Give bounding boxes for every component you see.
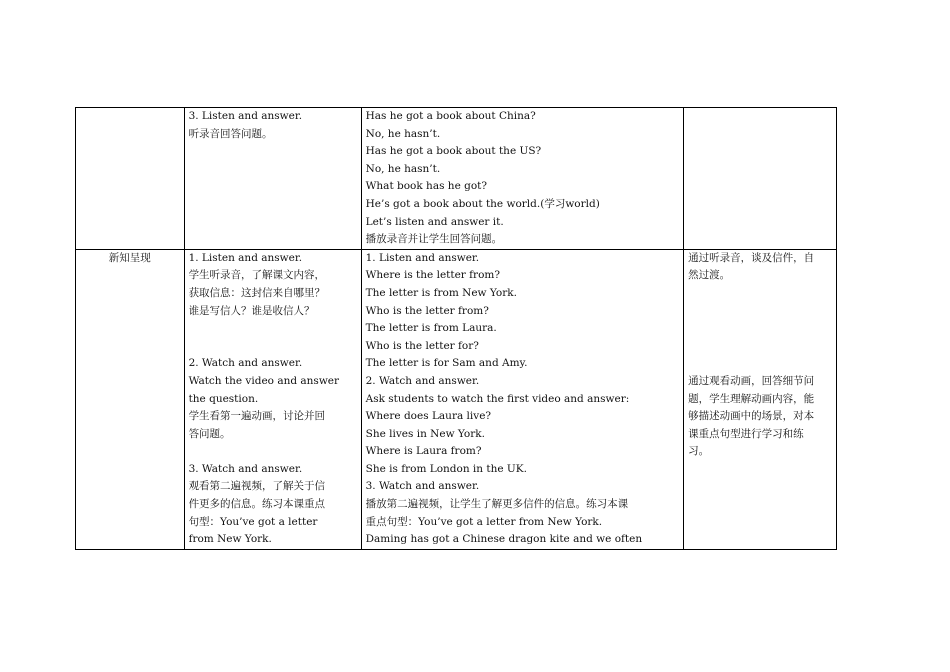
activity-line: 谁是写信人？谁是收信人？ <box>188 304 315 317</box>
activity-title: 3. Listen and answer. <box>188 110 303 122</box>
teacher-line: Where does Laura live? <box>365 410 492 423</box>
lesson-plan-table <box>75 107 837 550</box>
table-row <box>76 108 837 250</box>
activity-line: 获取信息：这封信来自哪里？ <box>188 286 326 299</box>
purpose-line: 够描述动画中的场景，对本 <box>688 410 815 423</box>
teacher-line: 2. Watch and answer. <box>365 374 480 387</box>
activity-line: 听录音回答问题。 <box>188 127 273 140</box>
activity-line: 学生看第一遍动画，讨论并回 <box>188 410 326 423</box>
teacher-line: No, he hasn’t. <box>365 162 441 175</box>
spacer <box>688 320 832 338</box>
student-activity-cell <box>184 108 361 250</box>
activity-title: 2. Watch and answer. <box>188 357 303 370</box>
teacher-line: The letter is for Sam and Amy. <box>365 357 528 370</box>
spacer <box>688 285 832 303</box>
teacher-line: No, he hasn’t. <box>365 127 441 140</box>
teacher-line: 播放录音并让学生回答问题。 <box>365 233 503 246</box>
purpose-cell <box>684 108 837 250</box>
teacher-activity-cell <box>361 108 684 250</box>
activity-title: 1. Listen and answer. <box>188 251 303 264</box>
teacher-line: 3. Watch and answer. <box>365 480 480 493</box>
teacher-line: Where is Laura from? <box>365 445 482 458</box>
teacher-line: What book has he got? <box>365 180 488 193</box>
teacher-line: Has he got a book about the US? <box>365 145 542 158</box>
activity-title: 3. Watch and answer. <box>188 462 303 475</box>
teacher-activity-cell <box>361 249 684 549</box>
activity-line: 学生听录音，了解课文内容， <box>188 269 326 282</box>
spacer <box>688 338 832 356</box>
spacer <box>189 320 357 338</box>
activity-line: Watch the video and answer <box>188 374 340 387</box>
stage-label: 新知呈现 <box>108 251 151 264</box>
activity-line: 答问题。 <box>188 427 231 440</box>
spacer <box>688 355 832 373</box>
teacher-line: 重点句型：You’ve got a letter from New York. <box>365 515 603 528</box>
spacer <box>189 443 357 461</box>
stage-cell <box>76 249 185 549</box>
table-row <box>76 249 837 549</box>
teacher-line: 播放第二遍视频，让学生了解更多信件的信息。练习本课 <box>365 498 629 511</box>
purpose-line: 题，学生理解动画内容，能 <box>688 392 815 405</box>
teacher-line: She is from London in the UK. <box>365 462 527 475</box>
activity-line: from New York. <box>188 533 272 546</box>
teacher-line: She lives in New York. <box>365 427 485 440</box>
spacer <box>189 338 357 356</box>
teacher-line: The letter is from New York. <box>365 286 517 299</box>
student-activity-cell <box>184 249 361 549</box>
teacher-line: Has he got a book about China? <box>365 110 536 122</box>
activity-line: the question. <box>188 392 259 405</box>
teacher-line: Who is the letter for? <box>365 339 479 352</box>
activity-line: 观看第二遍视频，了解关于信 <box>188 480 326 493</box>
teacher-line: The letter is from Laura. <box>365 322 497 335</box>
purpose-line: 通过观看动画，回答细节问 <box>688 374 815 387</box>
teacher-line: Ask students to watch the first video and answer: <box>365 392 630 405</box>
teacher-line: Where is the letter from? <box>365 269 500 282</box>
purpose-cell <box>684 249 837 549</box>
teacher-line: 1. Listen and answer. <box>365 251 480 264</box>
activity-line: 件更多的信息。练习本课重点 <box>188 498 326 511</box>
teacher-line: Daming has got a Chinese dragon kite and we often <box>365 533 643 546</box>
purpose-line: 课重点句型进行学习和练 <box>688 427 804 440</box>
purpose-line: 习。 <box>688 445 710 458</box>
teacher-line: Who is the letter from? <box>365 304 489 317</box>
purpose-line: 通过听录音，谈及信件，自 <box>688 251 815 264</box>
activity-line: 句型：You’ve got a letter <box>188 515 318 528</box>
stage-cell <box>76 108 185 250</box>
teacher-line: Let’s listen and answer it. <box>365 215 504 228</box>
teacher-line: He’s got a book about the world.(学习world) <box>365 197 600 210</box>
purpose-line: 然过渡。 <box>688 269 731 282</box>
purpose-line <box>688 108 832 126</box>
spacer <box>688 303 832 321</box>
